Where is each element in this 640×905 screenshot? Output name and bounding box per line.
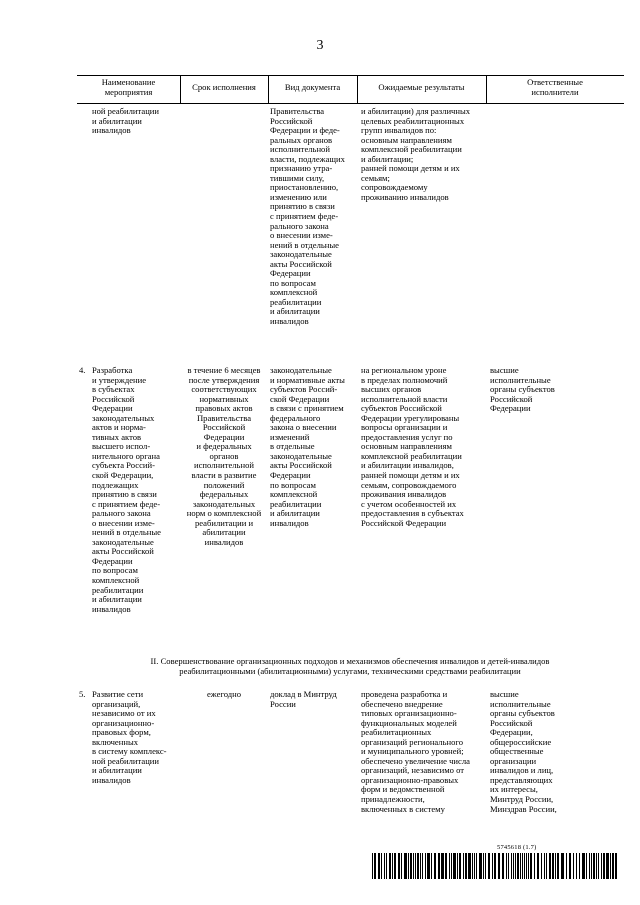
cont-results-cell: и абилитации) для различных целевых реабилитационных групп инвалидов по: основным направлениям комплексной реабилитации и абилитации; ранней помощи детям и их семьям; сопровождаемому проживанию инвалидов bbox=[361, 106, 471, 202]
row-number: 5. bbox=[79, 689, 86, 699]
header-term: Срок исполнения bbox=[192, 82, 256, 92]
header-responsible: Ответственные исполнители bbox=[527, 77, 583, 97]
row4-doc-cell: законодательные и нормативные акты субъектов Россий- ской Федерации в связи с принятием федерального закона о внесении изменений в отдельные законодательные акты Российской Федерации по вопросам комплексной реабилитации и абилитации инвалидов bbox=[270, 365, 345, 528]
cont-doc-cell: Правительства Российской Федерации и феде- ральных органов исполнительной власти, подлежащих признанию утра- тившими силу, приостановлению, изменению или принятию в связи с принятием феде- рального закона о внесении изме- нений в отдельные законодательные акты Российской Федерации по вопросам комплексной реабилитации и абилитации инвалидов bbox=[270, 106, 345, 327]
row5-name-cell: Развитие сети организаций, независимо от их организационно- правовых форм, включенных в систему комплекс- ной реабилитации и абилитации инвалидов bbox=[92, 689, 167, 785]
page-number: 3 bbox=[316, 38, 324, 53]
header-doc-type: Вид документа bbox=[284, 82, 341, 92]
row-number: 4. bbox=[79, 365, 86, 375]
header-name: Наименование мероприятия bbox=[101, 77, 156, 97]
row4-results-cell: на региональном уроне в пределах полномочий высших органов исполнительной власти субъектов Российской Федерации урегулированы вопросы организации и предоставления услуг по основным направлениям комплексной реабилитации и абилитации инвалидов, ранней помощи детям и их семьям, сопровождаемого проживания инвалидов с учетом особенностей их предоставления в субъектах Российской Федерации bbox=[361, 365, 464, 528]
row4-name-cell: Разработка и утверждение в субъектах Российской Федерации законодательных актов и норма- тивных актов высшего испол- нительного органа субъекта Россий- ской Федерации, подлежащих принятию в связи с принятием феде- рального закона о внесении изме- нений в отдельные законодательные акты Российской Федерации по вопросам комплексной реабилитации и абилитации инвалидов bbox=[92, 365, 161, 614]
row5-results-cell: проведена разработка и обеспечено внедрение типовых организационно- функциональных моделей реабилитационных организаций регионального и муниципального уровней; обеспечено увеличение числа организаций, независимо от организационно-правовых форм и ведомственной принадлежности, включенных в систему bbox=[361, 689, 470, 814]
table-top-rule bbox=[77, 75, 624, 76]
document-code: 5745618 (1.7) bbox=[497, 844, 537, 851]
row4-term-cell: в течение 6 месяцев после утверждения соответствующих нормативных правовых актов Правительства Российской Федерации и федеральных органов исполнительной власти в развитие положений федеральных законодательных норм о комплексной реабилитации и абилитации инвалидов bbox=[186, 365, 262, 547]
row5-responsible-cell: высшие исполнительные органы субъектов Российской Федерации, общероссийские общественные организации инвалидов и лиц, представляющих их интересы, Минтруд России, Минздрав России, bbox=[490, 689, 557, 814]
table-header-rule bbox=[77, 103, 624, 104]
row4-responsible-cell: высшие исполнительные органы субъектов Российской Федерации bbox=[490, 365, 555, 414]
barcode-icon bbox=[372, 853, 618, 879]
row5-doc-cell: доклад в Минтруд России bbox=[270, 689, 337, 709]
row5-term-cell: ежегодно bbox=[206, 689, 242, 699]
header-results: Ожидаемые результаты bbox=[378, 82, 465, 92]
cont-name-cell: ной реабилитации и абилитации инвалидов bbox=[92, 106, 160, 136]
section-title: II. Совершенствование организационных подходов и механизмов обеспечения инвалидов и детей-инвалидов реабилитационными (абилитационными) услугами, техническими средствами реабилитации bbox=[150, 656, 550, 676]
